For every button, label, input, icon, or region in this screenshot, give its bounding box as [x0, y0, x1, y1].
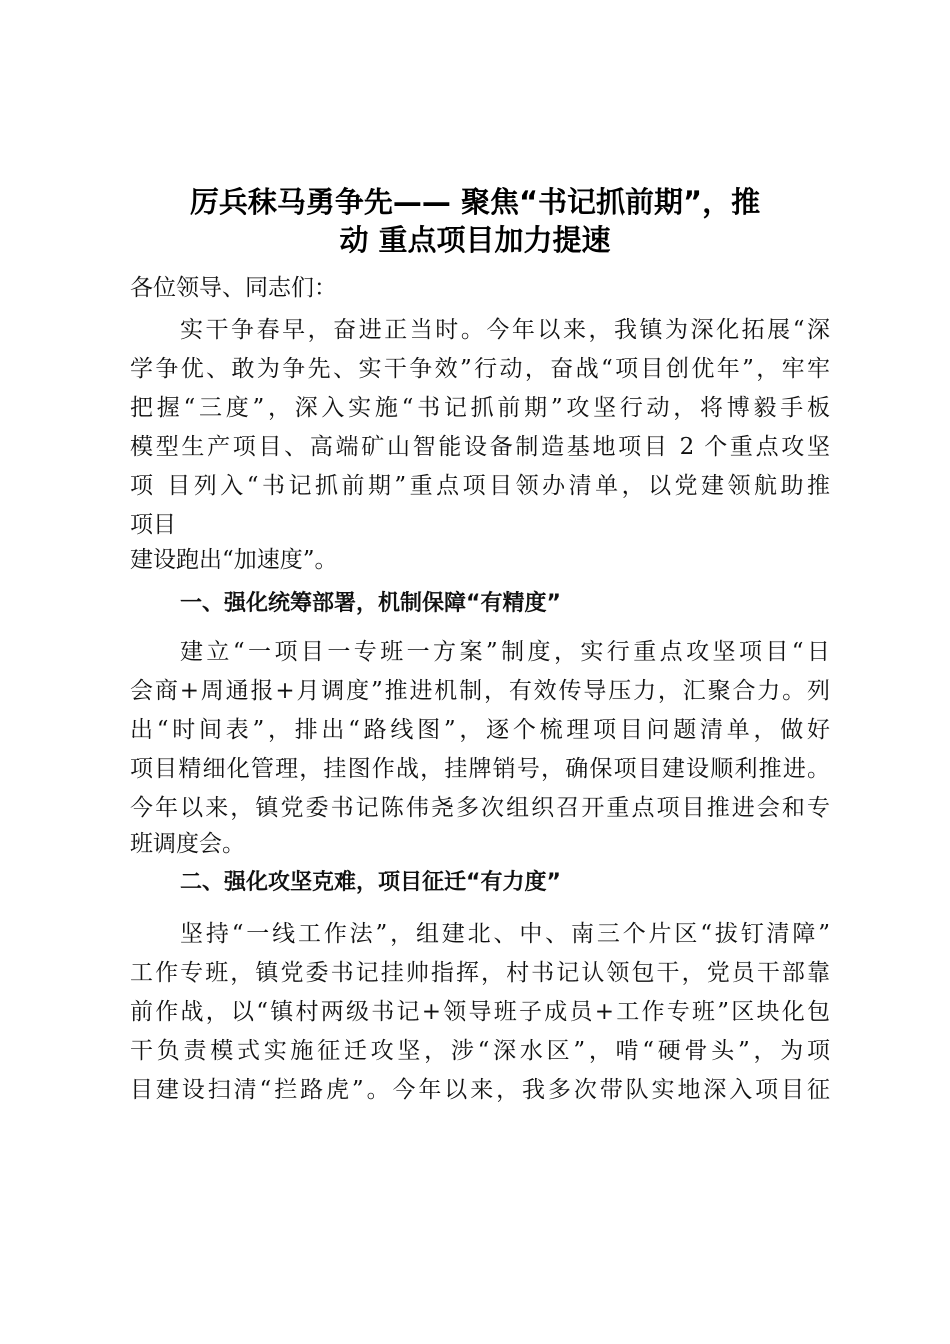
intro-line-6: 项目 [130, 512, 176, 538]
intro-line-2: 学争优、敢为争先、实干争效”行动，奋战“项目创优年”，牢牢 [130, 356, 830, 382]
section-2-line-1: 坚持“一线工作法”，组建北、中、南三个片区“拔钉清障” [180, 921, 830, 947]
section-1-line-5: 今年以来，镇党委书记陈伟尧多次组织召开重点项目推进会和专 [130, 795, 830, 821]
intro-line-4: 模型生产项目、高端矿山智能设备制造基地项目 2 个重点攻坚 [130, 434, 830, 460]
document-title-line-1: 厉兵秣马勇争先—— 聚焦“书记抓前期”，推 [189, 185, 761, 219]
salutation: 各位领导、同志们： [130, 275, 337, 301]
section-1-line-2: 会商+周通报+月调度”推进机制，有效传导压力，汇聚合力。列 [130, 678, 830, 704]
section-1-line-4: 项目精细化管理，挂图作战，挂牌销号，确保项目建设顺利推进。 [130, 756, 830, 782]
section-1-line-6: 班调度会。 [130, 831, 245, 857]
section-2-line-2: 工作专班，镇党委书记挂帅指挥，村书记认领包干，党员干部靠 [130, 960, 830, 986]
section-2-line-4: 干负责模式实施征迁攻坚，涉“深水区”，啃“硬骨头”，为项 [130, 1038, 830, 1064]
intro-line-3: 把握“三度”，深入实施“书记抓前期”攻坚行动，将博毅手板 [130, 395, 830, 421]
intro-line-5: 项 目列入“书记抓前期”重点项目领办清单，以党建领航助推 [130, 473, 830, 499]
section-2-line-3: 前作战，以“镇村两级书记+领导班子成员+工作专班”区块化包 [130, 999, 830, 1025]
section-1-line-1: 建立“一项目一专班一方案”制度，实行重点攻坚项目“日 [180, 639, 830, 665]
intro-line-1: 实干争春早，奋进正当时。今年以来，我镇为深化拓展“深 [180, 317, 830, 343]
section-1-heading: 一、强化统筹部署，机制保障“有精度” [180, 591, 561, 616]
intro-line-7: 建设跑出“加速度”。 [130, 547, 338, 573]
section-1-line-3: 出“时间表”，排出“路线图”，逐个梳理项目问题清单，做好 [130, 717, 830, 743]
document-title-line-2: 动 重点项目加力提速 [339, 223, 611, 257]
section-2-line-5: 目建设扫清“拦路虎”。今年以来，我多次带队实地深入项目征 [130, 1077, 830, 1103]
section-2-heading: 二、强化攻坚克难，项目征迁“有力度” [180, 870, 561, 895]
